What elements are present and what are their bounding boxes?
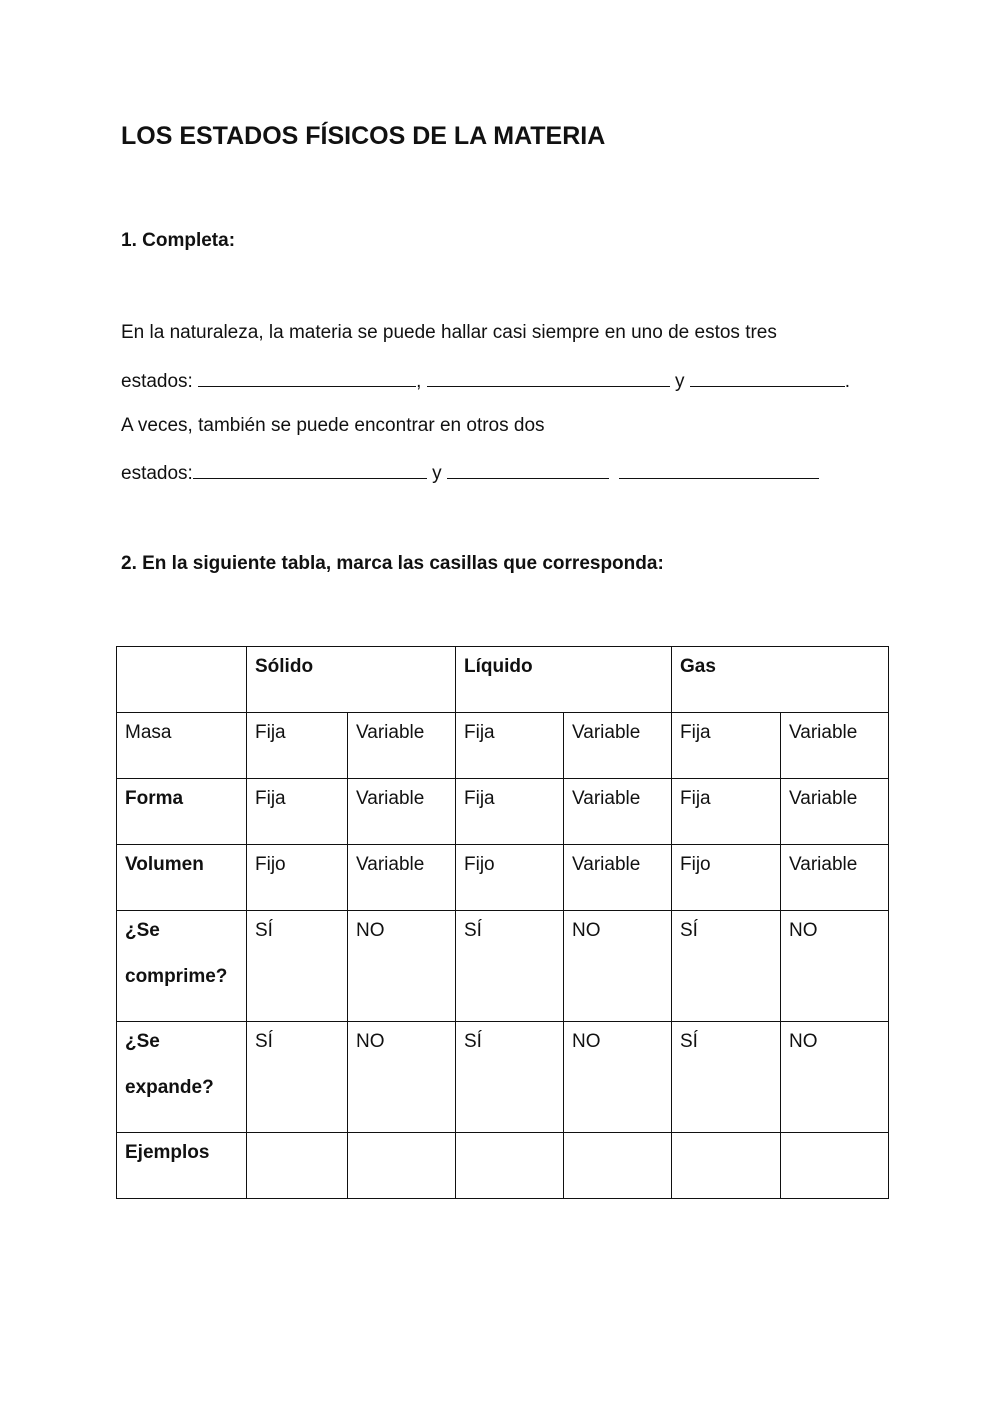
option-cell[interactable]: Fija [456,779,564,845]
line2-end: . [844,371,851,392]
option-cell[interactable]: Fijo [456,845,564,911]
row-label-volumen: Volumen [117,845,247,911]
option-cell[interactable]: Variable [348,845,456,911]
fill-in-line-4 [121,460,819,486]
row-label-masa: Masa [117,713,247,779]
option-cell[interactable]: Variable [781,779,889,845]
option-cell[interactable]: NO [564,1022,672,1133]
option-cell[interactable]: SÍ [456,911,564,1022]
table-row-forma [117,779,889,845]
question-1-heading: 1. Completa: [121,230,236,251]
line2-y: y [674,371,685,392]
header-empty-cell [117,647,247,713]
table-row-comprime [117,911,889,1022]
option-cell[interactable]: Variable [564,713,672,779]
blank-state-5[interactable] [447,460,609,479]
row-label-comprime: ¿Se comprime? [117,911,247,1022]
line4-prefix: estados: [121,463,193,484]
option-cell[interactable]: NO [348,911,456,1022]
example-cell[interactable] [781,1133,889,1199]
option-cell[interactable]: SÍ [672,911,781,1022]
header-solido: Sólido [247,647,456,713]
option-cell[interactable]: Variable [348,713,456,779]
option-cell[interactable]: Fijo [247,845,348,911]
option-cell[interactable]: SÍ [247,1022,348,1133]
option-cell[interactable]: NO [564,911,672,1022]
example-cell[interactable] [564,1133,672,1199]
blank-state-2[interactable] [427,368,670,387]
table-header-row [117,647,889,713]
blank-state-6[interactable] [619,460,819,479]
fill-in-line-2 [121,368,850,394]
row-label-ejemplos: Ejemplos [117,1133,247,1199]
option-cell[interactable]: Variable [564,779,672,845]
option-cell[interactable]: Variable [781,713,889,779]
option-cell[interactable]: Variable [348,779,456,845]
table-row-expande [117,1022,889,1133]
option-cell[interactable]: SÍ [456,1022,564,1133]
option-cell[interactable]: Fijo [672,845,781,911]
option-cell[interactable]: SÍ [247,911,348,1022]
option-cell[interactable]: NO [781,911,889,1022]
example-cell[interactable] [672,1133,781,1199]
fill-in-line-1: En la naturaleza, la materia se puede hallar casi siempre en uno de estos tres [121,322,777,343]
option-cell[interactable]: Fija [247,713,348,779]
header-liquido: Líquido [456,647,672,713]
option-cell[interactable]: Fija [672,779,781,845]
line4-y: y [432,463,442,484]
option-cell[interactable]: Fija [672,713,781,779]
blank-state-1[interactable] [198,368,416,387]
option-cell[interactable]: NO [781,1022,889,1133]
option-cell[interactable]: Fija [247,779,348,845]
table-row-masa [117,713,889,779]
option-cell[interactable]: Variable [564,845,672,911]
row-label-expande: ¿Se expande? [117,1022,247,1133]
question-2-heading: 2. En la siguiente tabla, marca las casillas que corresponda: [121,553,664,574]
blank-state-4[interactable] [193,460,427,479]
example-cell[interactable] [247,1133,348,1199]
table-row-ejemplos [117,1133,889,1199]
line2-prefix: estados: [121,371,199,392]
option-cell[interactable]: SÍ [672,1022,781,1133]
fill-in-line-3: A veces, también se puede encontrar en otros dos [121,415,545,436]
line2-comma: , [416,371,422,392]
example-cell[interactable] [348,1133,456,1199]
option-cell[interactable]: Variable [781,845,889,911]
row-label-forma: Forma [117,779,247,845]
option-cell[interactable]: NO [348,1022,456,1133]
blank-state-3[interactable] [690,368,845,387]
page-title: LOS ESTADOS FÍSICOS DE LA MATERIA [121,122,606,150]
table-row-volumen [117,845,889,911]
example-cell[interactable] [456,1133,564,1199]
states-properties-table [116,646,889,1199]
header-gas: Gas [672,647,889,713]
option-cell[interactable]: Fija [456,713,564,779]
